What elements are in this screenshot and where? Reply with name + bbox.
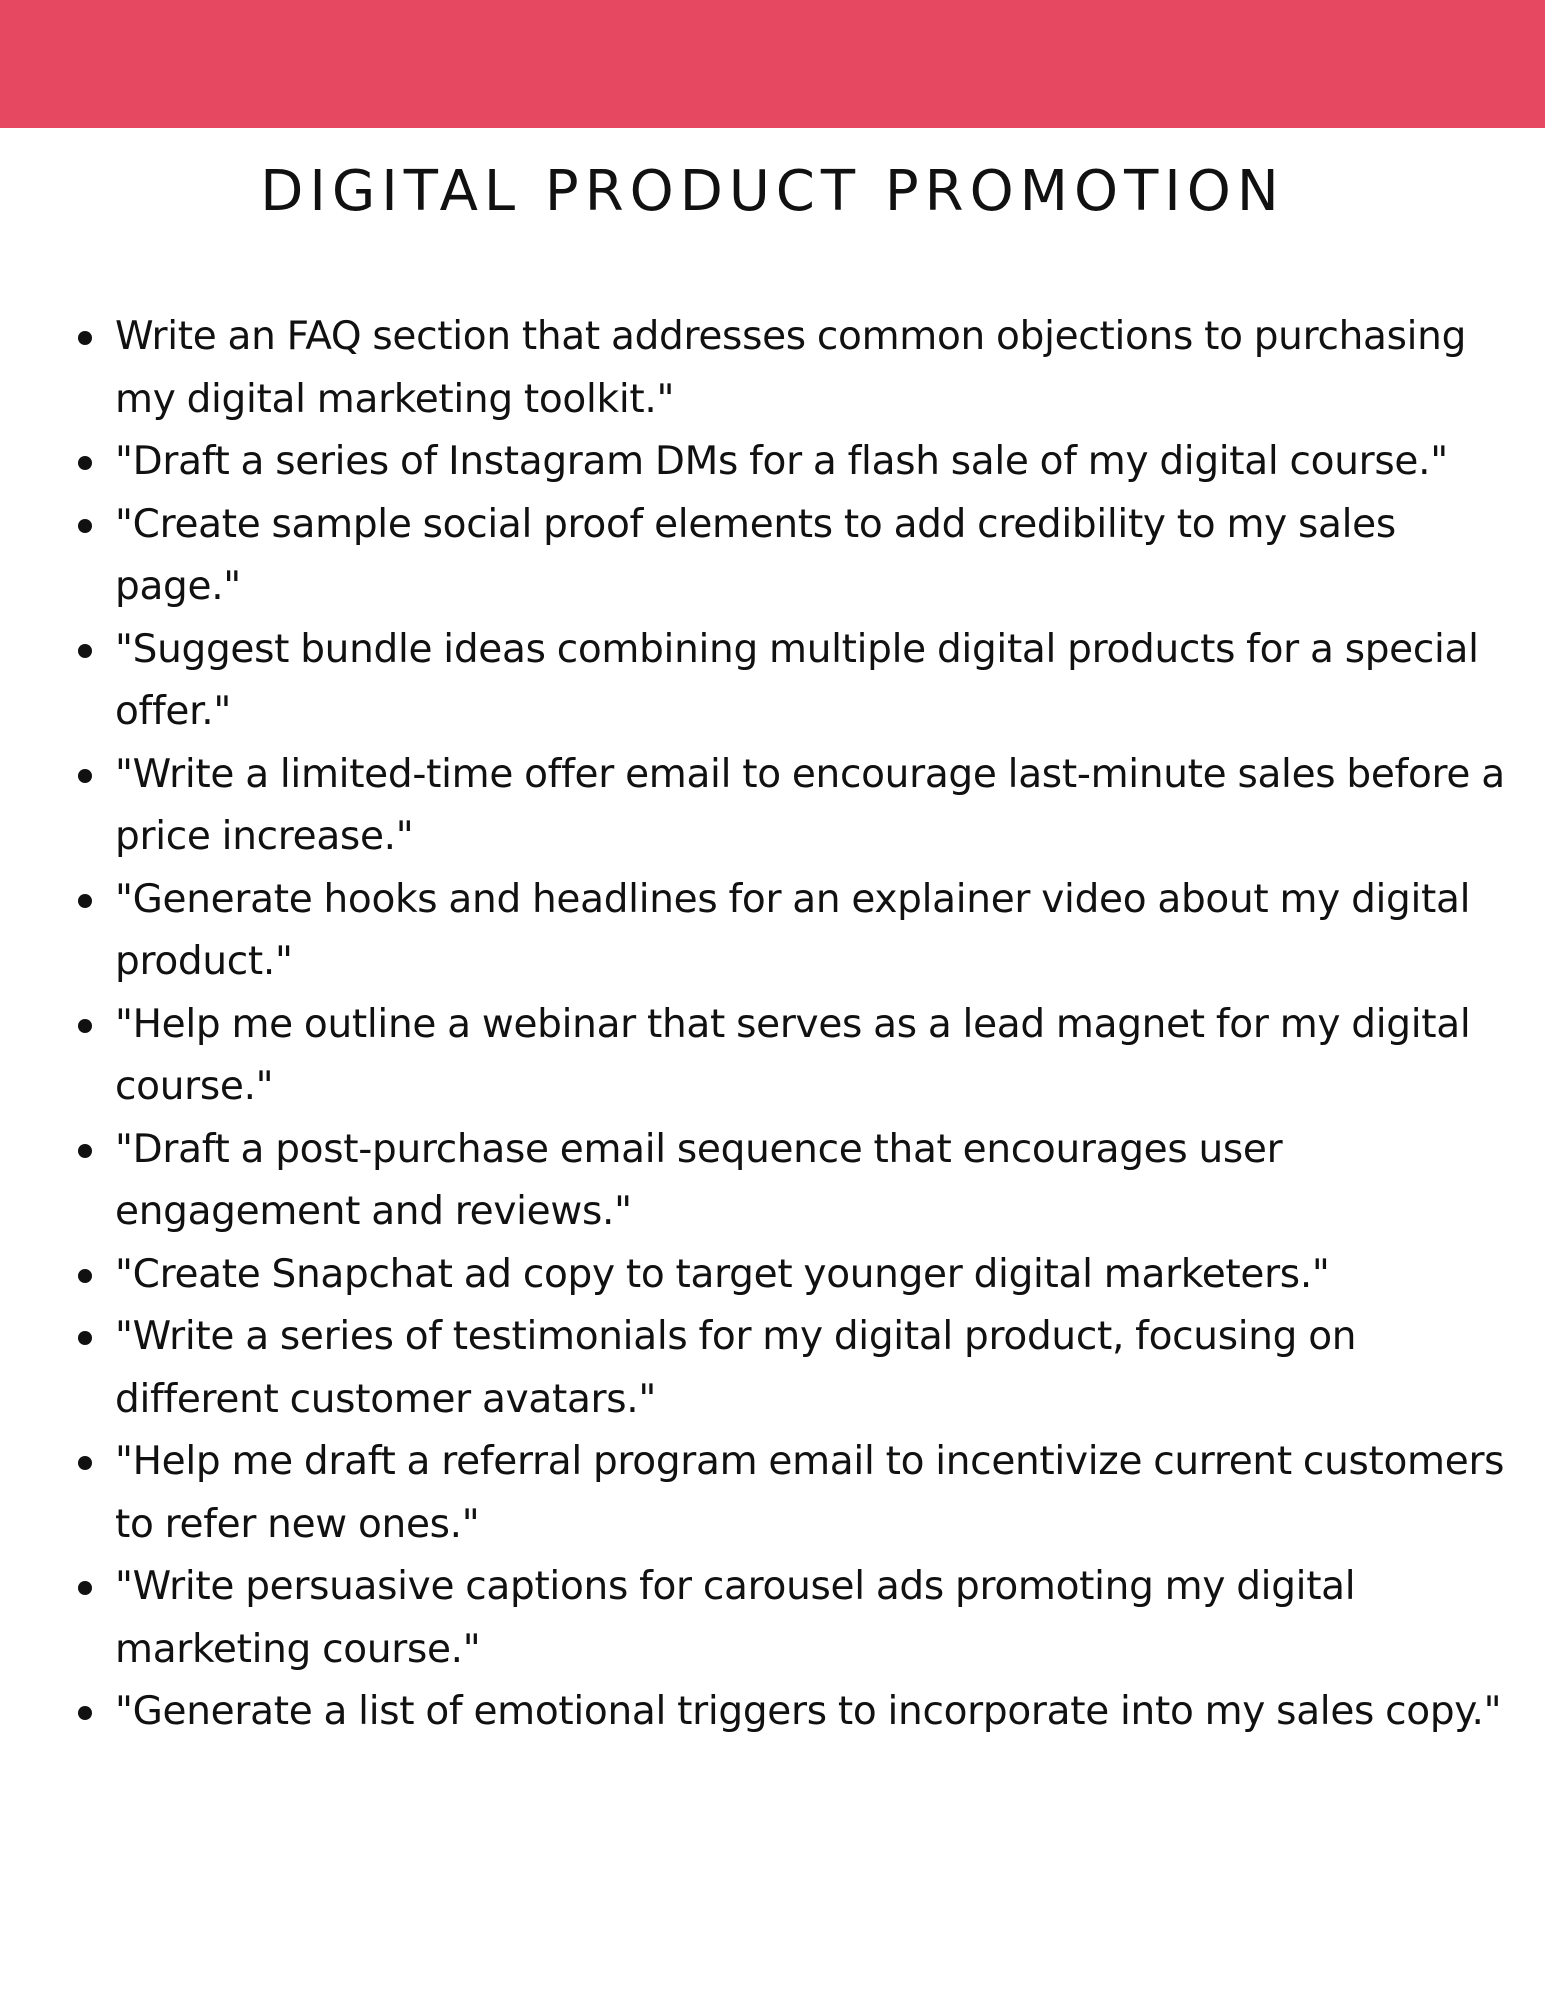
prompt-text: "Draft a post-purchase email sequence that encourages user engagement and reviews." bbox=[115, 1126, 1283, 1234]
page-title: DIGITAL PRODUCT PROMOTION bbox=[260, 159, 1285, 224]
bullet-icon bbox=[78, 1456, 92, 1470]
list-item bbox=[115, 1431, 1515, 1556]
prompt-text: "Draft a series of Instagram DMs for a flash sale of my digital course." bbox=[115, 439, 1448, 484]
list-item bbox=[115, 306, 1515, 431]
list-item bbox=[115, 431, 1515, 494]
prompt-text: "Create Snapchat ad copy to target younger digital marketers." bbox=[115, 1251, 1330, 1297]
prompt-list bbox=[115, 306, 1515, 1744]
prompt-text: "Write a limited-time offer email to encourage last-minute sales before a price increase." bbox=[115, 751, 1505, 859]
bullet-icon bbox=[78, 894, 92, 908]
prompt-text: "Create sample social proof elements to add credibility to my sales page." bbox=[115, 501, 1396, 609]
list-item bbox=[115, 869, 1515, 994]
header-band bbox=[0, 0, 1545, 128]
bullet-icon bbox=[78, 644, 92, 658]
list-item bbox=[115, 994, 1515, 1119]
bullet-icon bbox=[78, 769, 92, 783]
bullet-icon bbox=[78, 1144, 92, 1158]
list-item bbox=[115, 494, 1515, 619]
bullet-icon bbox=[78, 331, 92, 345]
bullet-icon bbox=[78, 1269, 92, 1283]
list-item bbox=[115, 744, 1515, 869]
list-item bbox=[115, 1119, 1515, 1244]
prompt-text: Write an FAQ section that addresses common objections to purchasing my digital marketing toolkit." bbox=[115, 314, 1467, 422]
prompt-text: "Suggest bundle ideas combining multiple digital products for a special offer." bbox=[115, 626, 1479, 734]
bullet-icon bbox=[78, 1019, 92, 1033]
prompt-text: "Help me draft a referral program email to incentivize current customers to refer new ones." bbox=[115, 1439, 1505, 1547]
list-item bbox=[115, 1244, 1515, 1307]
list-item bbox=[115, 1556, 1515, 1681]
prompt-text: "Generate hooks and headlines for an explainer video about my digital product." bbox=[115, 876, 1471, 984]
prompt-text: "Write a series of testimonials for my digital product, focusing on different customer avatars." bbox=[115, 1314, 1357, 1422]
prompt-text: "Help me outline a webinar that serves as a lead magnet for my digital course." bbox=[115, 1001, 1471, 1109]
list-item bbox=[115, 619, 1515, 744]
bullet-icon bbox=[78, 1581, 92, 1595]
bullet-icon bbox=[78, 456, 92, 470]
prompt-text: "Write persuasive captions for carousel ads promoting my digital marketing course." bbox=[115, 1564, 1356, 1672]
list-item bbox=[115, 1681, 1515, 1744]
bullet-icon bbox=[78, 1706, 92, 1720]
bullet-icon bbox=[78, 519, 92, 533]
bullet-icon bbox=[78, 1331, 92, 1345]
prompt-text: "Generate a list of emotional triggers to incorporate into my sales copy." bbox=[115, 1689, 1502, 1734]
list-item bbox=[115, 1306, 1515, 1431]
